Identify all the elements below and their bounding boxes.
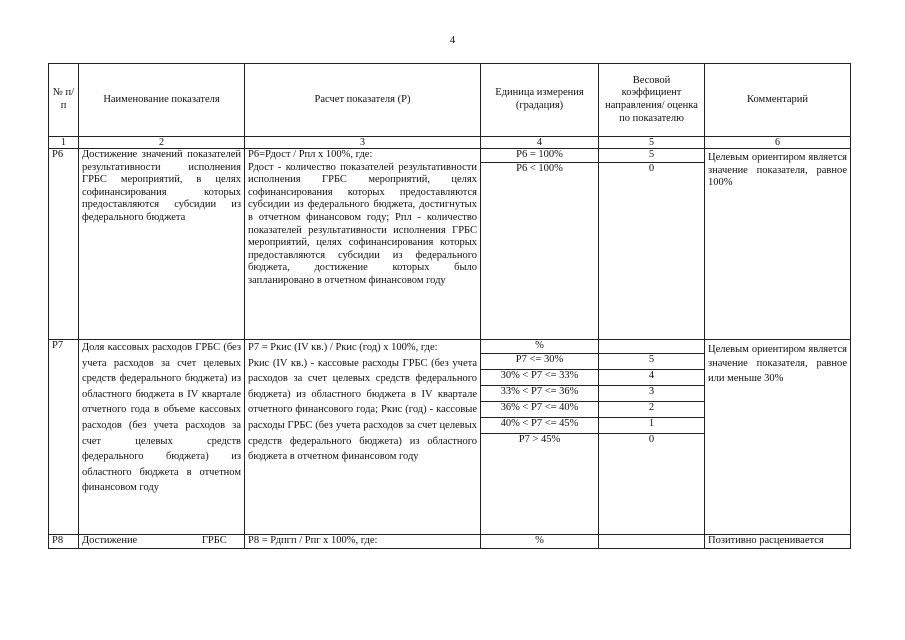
table-header-row	[49, 64, 851, 137]
indicator-name: Доля кассовых расходов ГРБС (без учета расходов за счет целевых средств федерального бюджета) из областного бюджета в IV квартале отчетного года в объеме кассовых расходов (без учета расходов за счет целевых средств федерального бюджета) из областного бюджета в отчетном финансовом году	[79, 340, 245, 535]
indicator-name: Достижение значений показателей результативности исполнения ГРБС мероприятий, в целях софинансирования которых предоставляются субсидии из федерального бюджета	[79, 149, 245, 340]
indicator-calculation	[245, 340, 481, 535]
header-number: № п/п	[49, 64, 79, 137]
indicator-calculation: Р8 = Рдпгп / Рпг х 100%, где:	[245, 535, 481, 549]
grade-unit: Р6 = 100%	[481, 149, 599, 163]
table-row-p7	[49, 340, 851, 354]
column-number: 4	[481, 137, 599, 149]
page-number: 4	[449, 34, 456, 46]
grade-score: 2	[599, 402, 705, 418]
grade-unit: 33% < Р7 <= 36%	[481, 386, 599, 402]
calculation-formula: Р6=Рдост / Рпл х 100%, где:	[248, 149, 373, 160]
calculation-description: Ркис (IV кв.) - кассовые расходы ГРБС (без учета расходов за счет целевых средств федерального бюджета) из областного бюджета в IV квартале отчетного финансового года; Ркис (год) - кассовые расходы ГРБС (без учета расходов за счет целевых средств федерального бюджета) из областного бюджета в отчетном финансовом году	[248, 357, 477, 463]
grade-score: 4	[599, 370, 705, 386]
grade-score: 0	[599, 434, 705, 535]
table-row-p6	[49, 149, 851, 163]
header-unit: Единица измерения (градация)	[481, 64, 599, 137]
column-number: 3	[245, 137, 481, 149]
grade-unit: 30% < Р7 <= 33%	[481, 370, 599, 386]
header-calculation: Расчет показателя (Р)	[245, 64, 481, 137]
indicator-comment: Позитивно расценивается	[705, 535, 851, 549]
column-number-row	[49, 137, 851, 149]
indicator-id: Р8	[49, 535, 79, 549]
calculation-description: Рдост - количество показателей результативности исполнения ГРБС мероприятий, целях софинансирования которых предоставляются субсидии из федерального бюджета, достигнутых в отчетном финансовом году; Рпл - количество показателей результативности исполнения ГРБС мероприятий, целях софинансирования которых предоставляются субсидии из федерального бюджета, достижение которых было запланировано в отчетном финансовом году	[248, 161, 477, 286]
grade-unit-header: %	[481, 535, 599, 549]
grade-score: 0	[599, 162, 705, 339]
grade-score: 5	[599, 354, 705, 370]
indicator-calculation	[245, 149, 481, 340]
column-number: 1	[49, 137, 79, 149]
indicators-table	[48, 63, 851, 549]
indicator-comment: Целевым ориентиром является значение показателя, равное или меньше 30%	[705, 340, 851, 535]
calculation-formula: Р7 = Ркис (IV кв.) / Ркис (год) х 100%, где:	[248, 342, 438, 353]
grade-score: 5	[599, 149, 705, 163]
grade-score-empty	[599, 535, 705, 549]
indicator-name: Достижение ГРБС	[79, 535, 245, 549]
grade-score: 1	[599, 418, 705, 434]
grade-score: 3	[599, 386, 705, 402]
header-comment: Комментарий	[705, 64, 851, 137]
grade-unit: 36% < Р7 <= 40%	[481, 402, 599, 418]
grade-unit: Р6 < 100%	[481, 162, 599, 339]
column-number: 5	[599, 137, 705, 149]
indicator-id: Р6	[49, 149, 79, 340]
grade-unit-header: %	[481, 340, 599, 354]
grade-unit: 40% < Р7 <= 45%	[481, 418, 599, 434]
grade-unit: Р7 <= 30%	[481, 354, 599, 370]
column-number: 6	[705, 137, 851, 149]
grade-unit: Р7 > 45%	[481, 434, 599, 535]
header-name: Наименование показателя	[79, 64, 245, 137]
indicator-comment: Целевым ориентиром является значение показателя, равное 100%	[705, 149, 851, 340]
table-row-p8	[49, 535, 851, 549]
indicator-id: Р7	[49, 340, 79, 535]
header-weight: Весовой коэффициент направления/ оценка по показателю	[599, 64, 705, 137]
column-number: 2	[79, 137, 245, 149]
grade-score-empty	[599, 340, 705, 354]
